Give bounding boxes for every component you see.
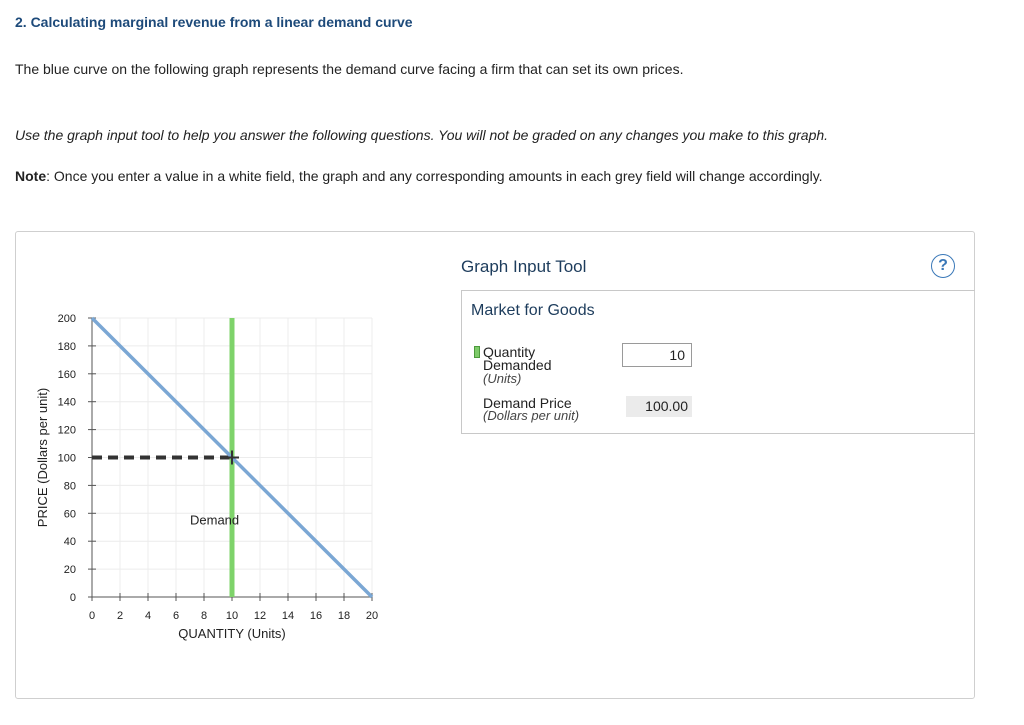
note-body: : Once you enter a value in a white field, the graph and any corresponding amounts in each grey field will change accordingly. [46, 168, 823, 184]
y-tick-label: 200 [57, 313, 76, 325]
demand-curve-label: Demand [190, 512, 240, 528]
help-icon[interactable]: ? [931, 254, 955, 278]
graph-input-tool-title: Graph Input Tool [461, 257, 587, 276]
x-tick-label: 20 [365, 610, 379, 622]
x-axis-title: QUANTITY (Units) [178, 626, 286, 641]
quantity-input[interactable] [622, 343, 692, 367]
x-tick-label: 12 [253, 610, 267, 622]
x-tick-label: 18 [337, 610, 351, 622]
question-intro: The blue curve on the following graph represents the demand curve facing a firm that can set its own prices. [15, 61, 684, 77]
demand-price-unit: (Dollars per unit) [483, 408, 580, 423]
y-tick-label: 40 [63, 536, 76, 549]
y-tick-label: 60 [63, 508, 76, 521]
demand-price-label: Demand Price [483, 395, 572, 411]
question-title: 2. Calculating marginal revenue from a linear demand curve [15, 14, 413, 30]
x-tick-label: 4 [144, 610, 152, 622]
y-tick-label: 120 [57, 424, 76, 437]
x-tick-label: 2 [116, 610, 124, 622]
quantity-unit: (Units) [483, 371, 522, 386]
x-tick-label: 10 [225, 610, 239, 622]
x-tick-label: 16 [309, 610, 323, 622]
quantity-color-swatch [474, 346, 480, 358]
y-tick-label: 180 [57, 340, 76, 353]
y-axis-title: PRICE (Dollars per unit) [35, 387, 50, 528]
quantity-label-line2: Demanded [483, 357, 552, 373]
y-tick-label: 20 [63, 564, 76, 577]
market-title: Market for Goods [471, 302, 595, 319]
quantity-label-line1: Quantity [483, 344, 536, 360]
y-tick-label: 140 [57, 396, 76, 409]
x-tick-label: 6 [172, 610, 180, 622]
y-tick-label: 0 [69, 592, 76, 604]
y-tick-label: 160 [57, 368, 76, 381]
x-tick-label: 8 [200, 610, 208, 622]
x-tick-label: 0 [88, 610, 96, 622]
demand-price-output: 100.00 [626, 396, 692, 417]
note-label: Note [15, 168, 47, 184]
y-tick-label: 80 [63, 480, 76, 493]
x-tick-label: 14 [281, 610, 295, 622]
instruction-text: Use the graph input tool to help you answer the following questions. You will not be graded on any changes you make to this graph. [15, 127, 829, 143]
y-tick-label: 100 [57, 452, 76, 465]
